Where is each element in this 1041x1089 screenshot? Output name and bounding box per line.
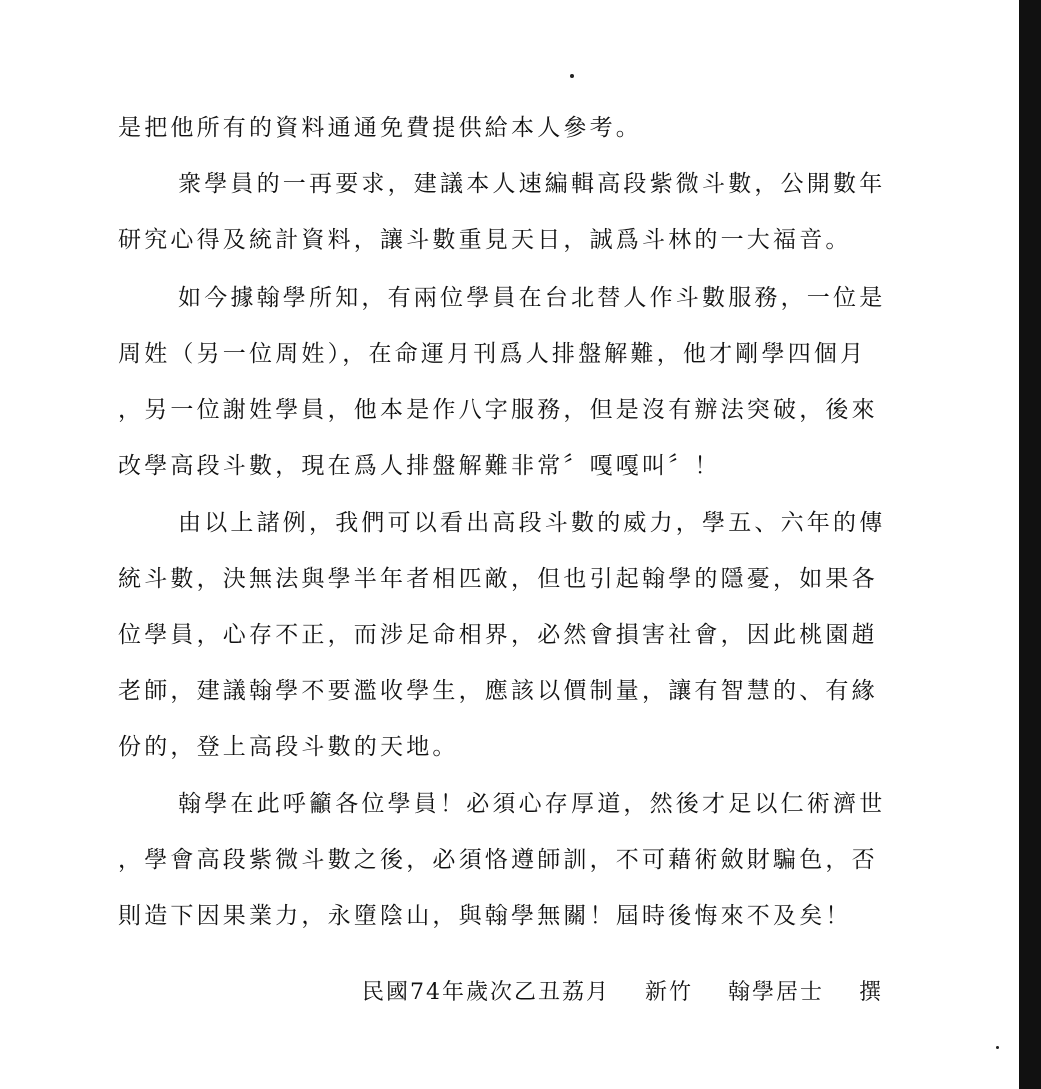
- signature-place: 新竹: [645, 980, 694, 1005]
- body-line-9: 統斗數，決無法與學半年者相匹敵，但也引起翰學的隱憂，如果各: [118, 566, 878, 592]
- body-line-7: 改學高段斗數，現在爲人排盤解難非常〞嘎嘎叫〞！: [118, 453, 721, 479]
- body-line-11: 老師，建議翰學不要濫收學生，應該以價制量，讓有智慧的、有緣: [118, 678, 878, 704]
- signature-verb: 撰: [859, 980, 884, 1005]
- body-line-12: 份的，登上高段斗數的天地。: [118, 734, 459, 760]
- body-line-3: 研究心得及統計資料，讓斗數重見天日，誠爲斗林的一大福音。: [118, 227, 852, 253]
- body-line-15: 則造下因果業力，永墮陰山，與翰學無關！屆時後悔來不及矣！: [118, 903, 852, 929]
- body-line-8: 由以上諸例，我們可以看出高段斗數的威力，學五、六年的傳: [178, 510, 886, 536]
- body-line-5: 周姓（另一位周姓），在命運月刊爲人排盤解難，他才剛學四個月: [118, 341, 867, 367]
- body-line-13: 翰學在此呼籲各位學員！必須心存厚道，然後才足以仁術濟世: [178, 791, 886, 817]
- signature-date: 民國74年歲次乙丑荔月: [362, 980, 610, 1005]
- signature-line: [362, 978, 883, 1008]
- body-line-10: 位學員，心存不正，而涉足命相界，必然會損害社會，因此桃園趙: [118, 622, 878, 648]
- ink-speck: [570, 74, 574, 78]
- body-line-6: ，另一位謝姓學員，他本是作八字服務，但是沒有辦法突破，後來: [118, 397, 878, 423]
- body-line-2: 衆學員的一再要求，建議本人速編輯高段紫微斗數，公開數年: [178, 171, 886, 197]
- body-line-14: ，學會高段紫微斗數之後，必須恪遵師訓，不可藉術斂財騙色，否: [118, 847, 878, 873]
- body-line-1: 是把他所有的資料通通免費提供給本人參考。: [118, 115, 642, 141]
- ink-speck: [996, 1046, 999, 1049]
- body-line-4: 如今據翰學所知，有兩位學員在台北替人作斗數服務，一位是: [178, 285, 886, 311]
- scan-edge-bar: [1019, 0, 1041, 1089]
- signature-author: 翰學居士: [728, 980, 825, 1005]
